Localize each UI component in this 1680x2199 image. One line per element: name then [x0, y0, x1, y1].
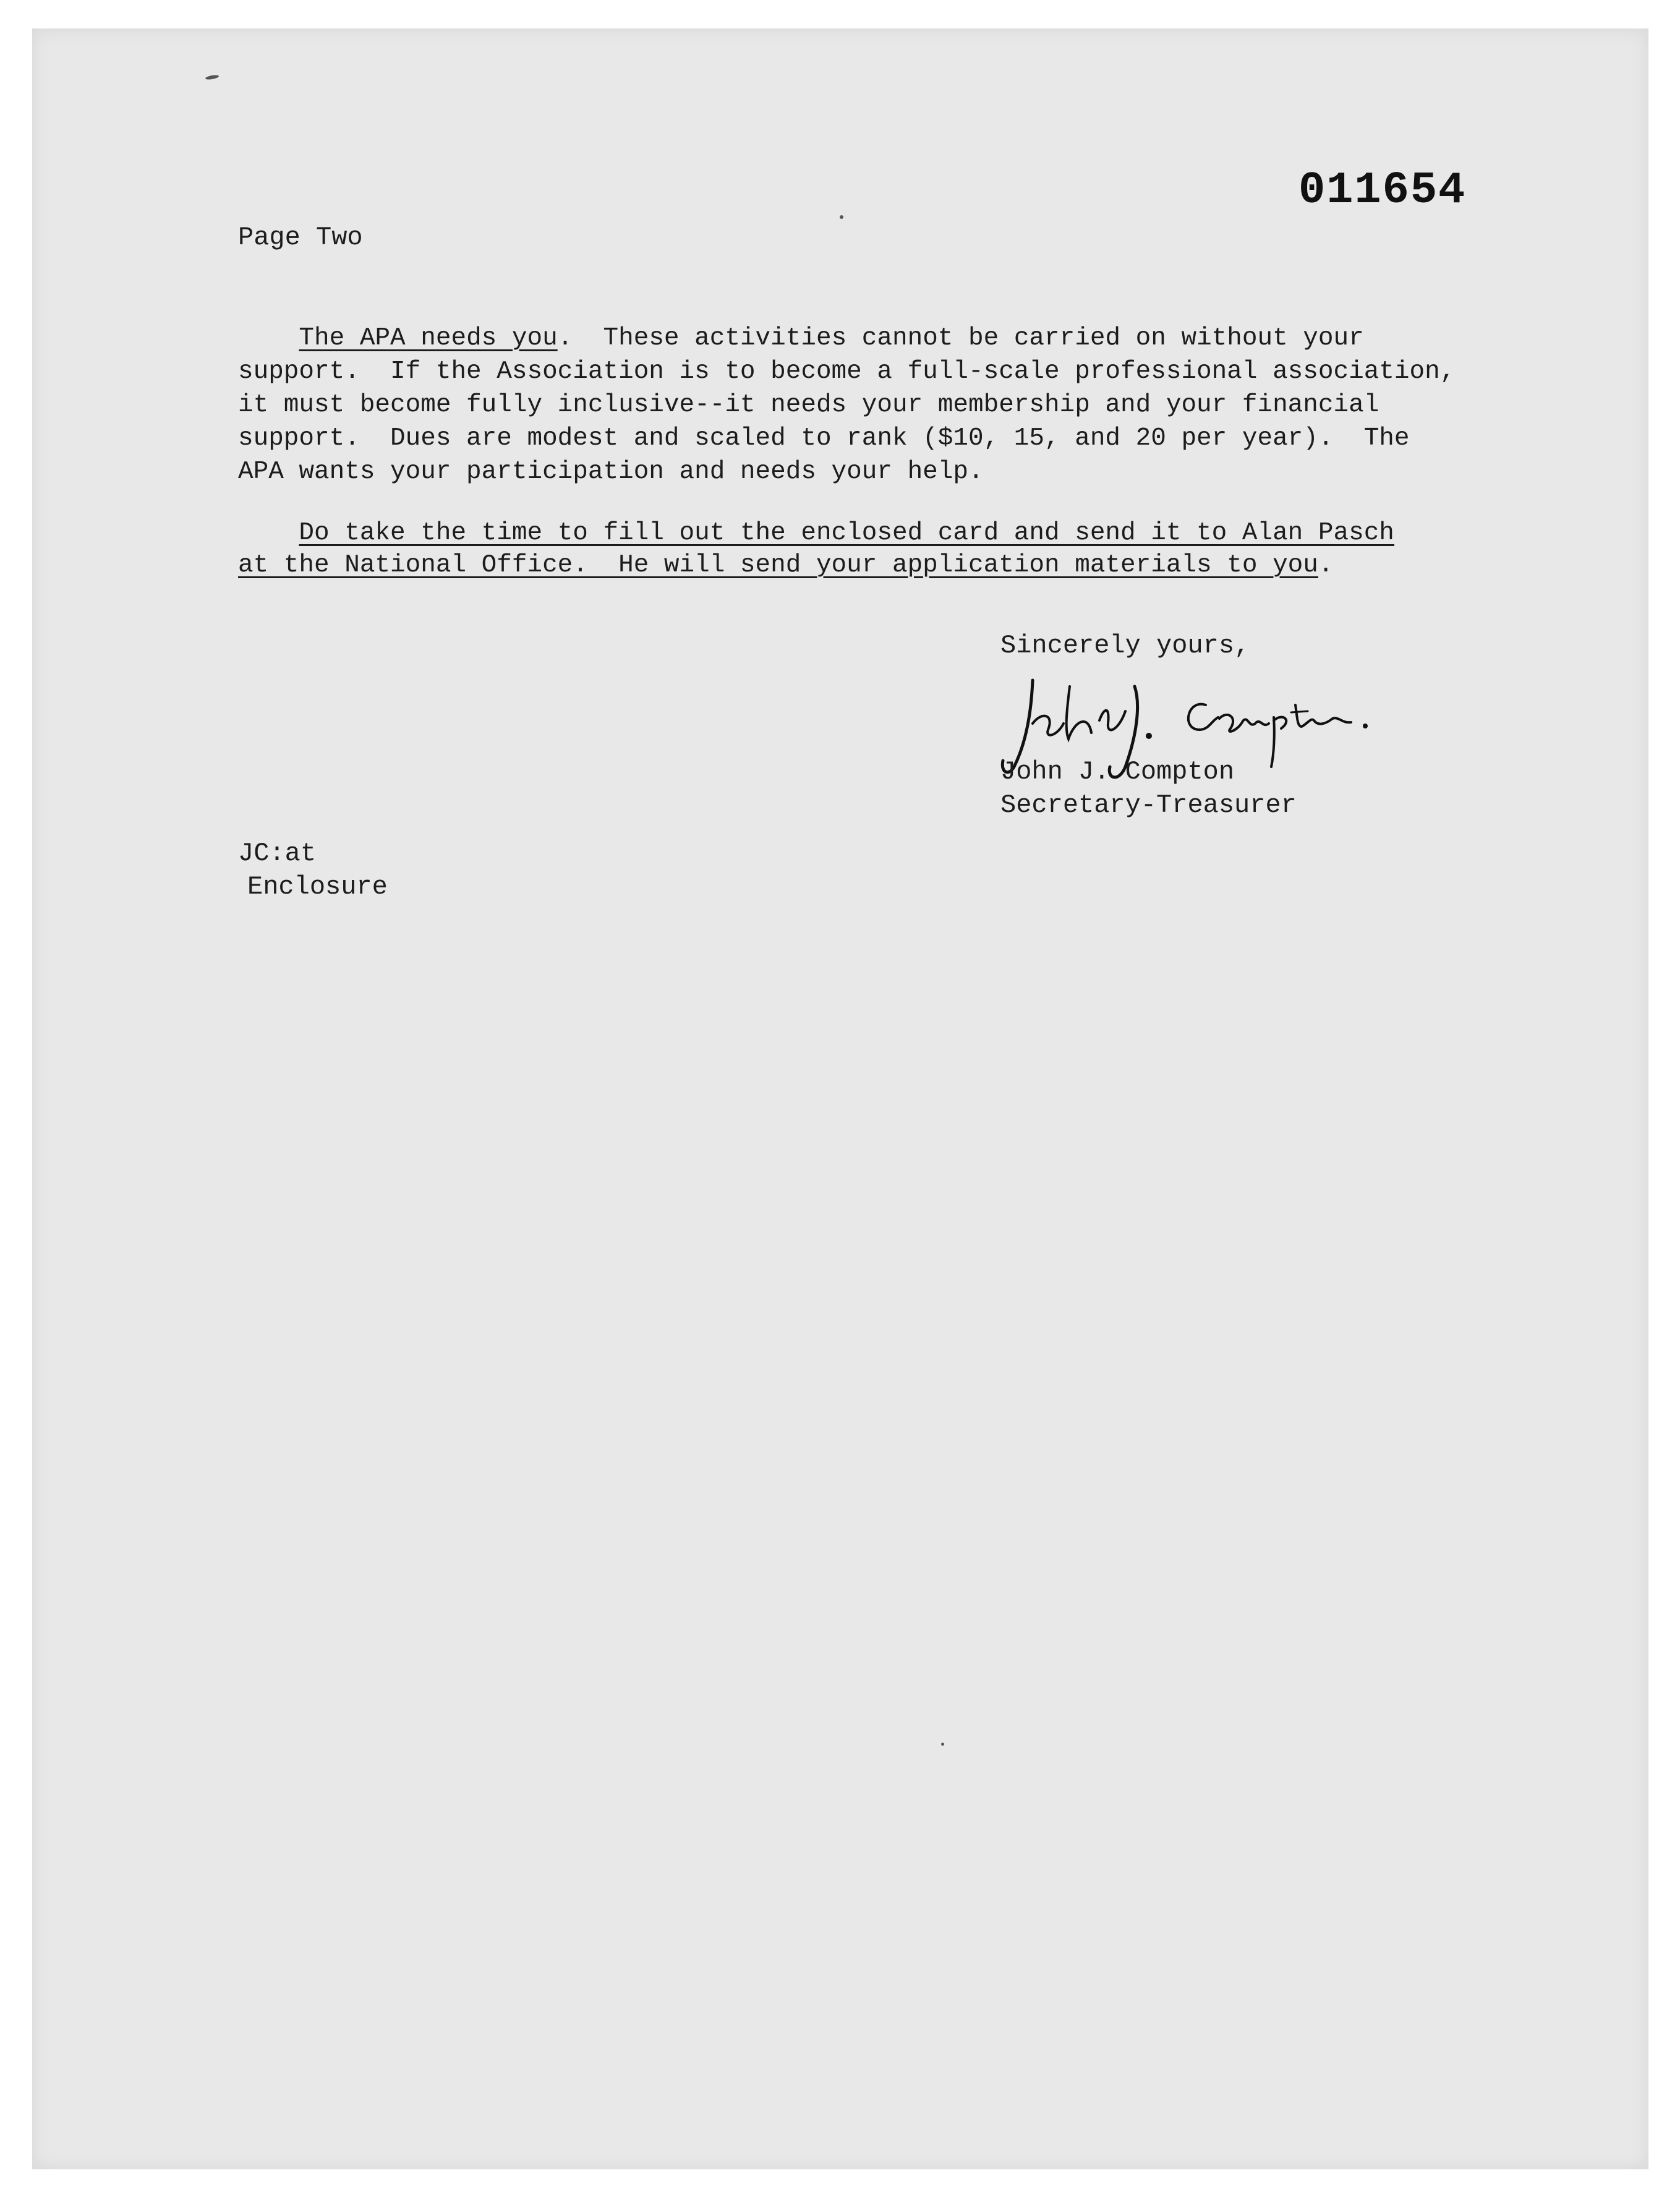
- document-number: 011654: [1298, 165, 1467, 216]
- paper-speck: [205, 74, 220, 80]
- paragraph-fill-out-card: [238, 517, 1512, 581]
- paragraph-text: .: [1318, 551, 1334, 579]
- paragraph-line: it must become fully inclusive--it needs your membership and your financial: [238, 391, 1379, 419]
- paper-speck: [941, 1743, 944, 1746]
- underlined-lead: The APA needs you: [299, 324, 558, 352]
- paragraph-line: support. If the Association is to become a full-scale professional association,: [238, 357, 1456, 386]
- paragraph-line: APA wants your participation and needs your help.: [238, 458, 984, 486]
- paragraph-line: support. Dues are modest and scaled to rank ($10, 15, and 20 per year). The: [238, 424, 1410, 453]
- signer-title: Secretary-Treasurer: [1000, 790, 1297, 820]
- closing: Sincerely yours,: [1000, 631, 1250, 660]
- paper-speck: [840, 215, 843, 219]
- paragraph-line: [238, 322, 1512, 355]
- enclosure-note: Enclosure: [247, 872, 388, 902]
- paragraph-line: [238, 549, 1512, 581]
- underlined-text: at the National Office. He will send your application materials to you: [238, 551, 1318, 579]
- underlined-text: Do take the time to fill out the enclosed card and send it to Alan Pasch: [299, 519, 1394, 547]
- paragraph-apa-needs-you: [238, 322, 1512, 489]
- paragraph-text: . These activities cannot be carried on without your: [557, 324, 1364, 352]
- paragraph-line: [238, 517, 1512, 549]
- reference-initials: JC:at: [238, 839, 317, 868]
- page-label: Page Two: [238, 223, 363, 252]
- signer-name: John J. Compton: [1000, 757, 1235, 787]
